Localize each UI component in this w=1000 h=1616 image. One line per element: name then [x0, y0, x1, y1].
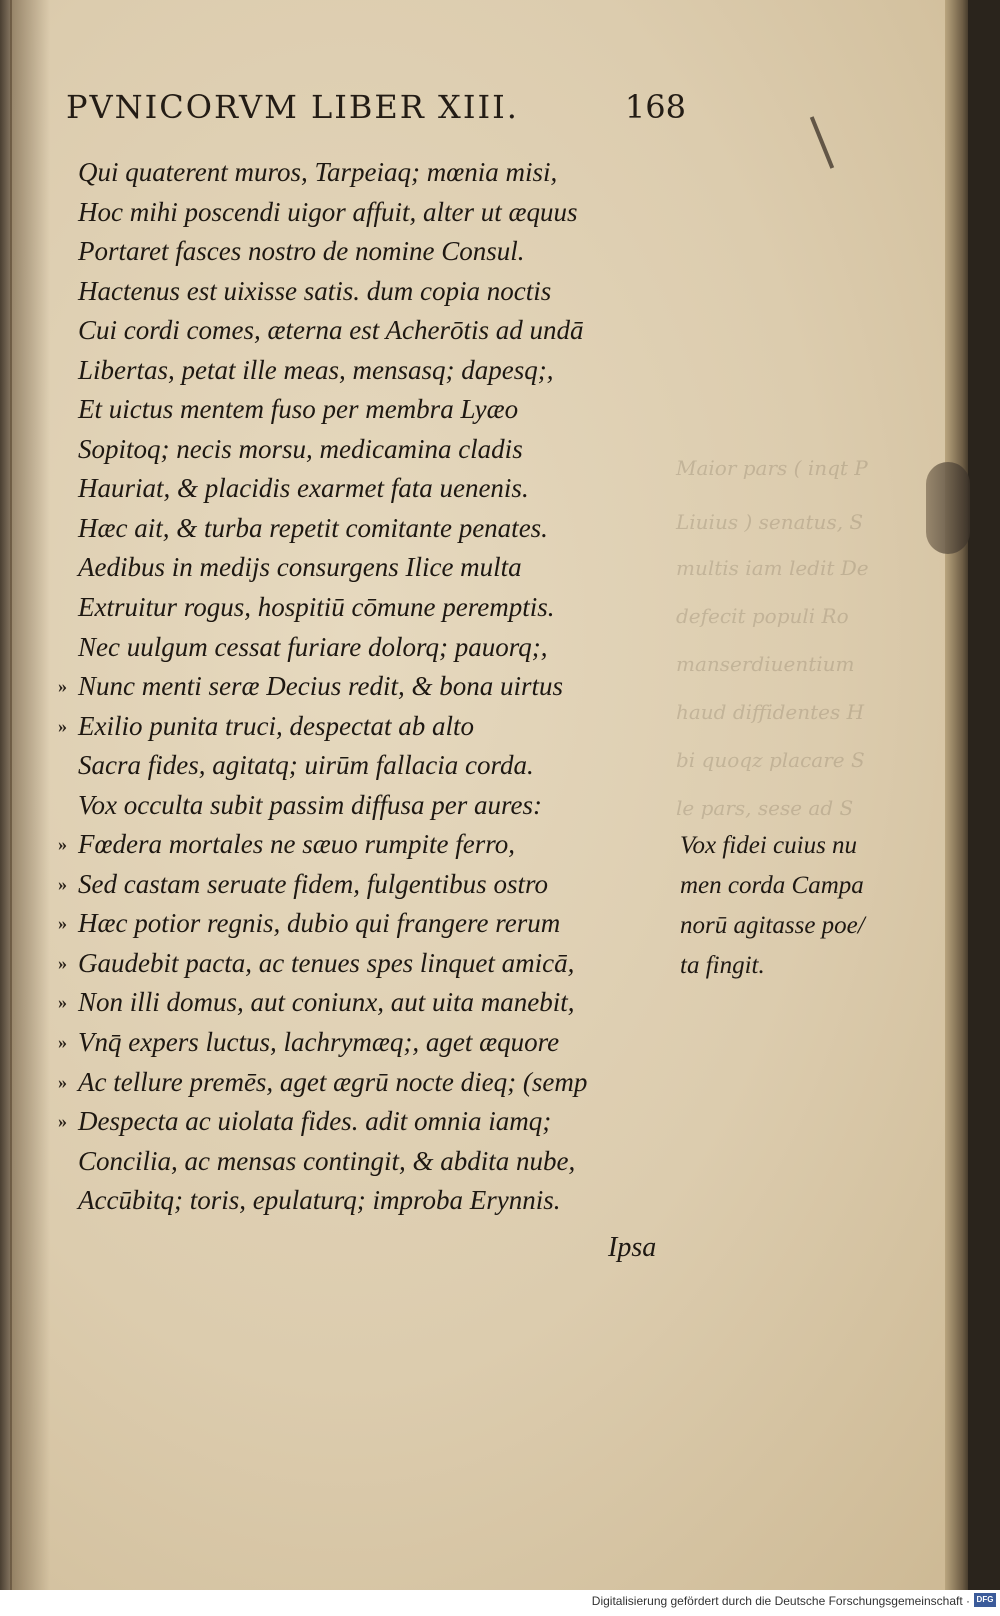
- verse-text: Aedibus in medijs consurgens Ilice multa: [78, 552, 522, 583]
- verse-line: [58, 311, 698, 351]
- sententia-marker-icon: »: [58, 873, 67, 894]
- marginal-note: [680, 826, 920, 986]
- sententia-marker-icon: »: [58, 913, 67, 934]
- sententia-marker-icon: »: [58, 834, 67, 855]
- verse-text: Vnq̄ expers luctus, lachrymæq;, aget æquore: [78, 1027, 560, 1058]
- verse-line: [58, 548, 698, 588]
- book-clasp: [926, 462, 970, 554]
- verse-line: [58, 1181, 698, 1221]
- sententia-marker-icon: »: [58, 1071, 67, 1092]
- verse-text: Sacra fides, agitatq; uirūm fallacia corda.: [78, 750, 534, 781]
- dfg-logo: DFG: [974, 1593, 996, 1607]
- sententia-marker-icon: »: [58, 1111, 67, 1132]
- verse-column: [58, 153, 698, 1221]
- verse-text: Fœdera mortales ne sæuo rumpite ferro,: [78, 829, 515, 860]
- bleed-through-text: manserdiuentium: [676, 652, 855, 676]
- verse-text: Extruitur rogus, hospitiū cōmune peremptis.: [78, 592, 555, 623]
- bleed-through-text: le pars, sese ad S: [676, 796, 854, 820]
- verse-line: [58, 588, 698, 628]
- verse-text: Nec uulgum cessat furiare dolorq; pauorq;,: [78, 631, 548, 662]
- verse-text: Vox occulta subit passim diffusa per aures:: [78, 789, 542, 820]
- verse-line: [58, 865, 698, 905]
- verse-text: Sed castam seruate fidem, fulgentibus ostro: [78, 868, 548, 899]
- verse-line: [58, 1102, 698, 1142]
- book-cover-edge: [968, 0, 1000, 1590]
- verse-text: Portaret fasces nostro de nomine Consul.: [78, 236, 525, 267]
- verse-line: [58, 904, 698, 944]
- verse-line: [58, 469, 698, 509]
- right-binding-edge: [945, 0, 970, 1590]
- verse-line: [58, 707, 698, 747]
- verse-line: [58, 390, 698, 430]
- verse-line: [58, 746, 698, 786]
- verse-text: Cui cordi comes, æterna est Acherōtis ad undā: [78, 315, 584, 346]
- gutter-shadow: [10, 0, 50, 1590]
- bleed-through-text: haud diffidentes H: [676, 700, 865, 724]
- sententia-marker-icon: »: [58, 992, 67, 1013]
- verse-line: [58, 193, 698, 233]
- verse-text: Exilio punita truci, despectat ab alto: [78, 710, 474, 741]
- verse-text: Hæc ait, & turba repetit comitante penates.: [78, 512, 548, 543]
- sententia-marker-icon: »: [58, 952, 67, 973]
- verse-line: [58, 1063, 698, 1103]
- bleed-through-text: multis iam ledit De: [676, 556, 869, 580]
- sententia-marker-icon: »: [58, 676, 67, 697]
- verse-text: Non illi domus, aut coniunx, aut uita manebit,: [78, 987, 575, 1018]
- verse-line: [58, 667, 698, 707]
- verse-line: [58, 272, 698, 312]
- verse-line: [58, 983, 698, 1023]
- marginal-note-line: men corda Campa: [680, 872, 864, 899]
- verse-text: Gaudebit pacta, ac tenues spes linquet amicā,: [78, 947, 575, 978]
- verse-line: [58, 786, 698, 826]
- funding-credit: Digitalisierung gefördert durch die Deutsche Forschungsgemeinschaft ·: [591, 1594, 970, 1608]
- verse-line: [58, 628, 698, 668]
- verse-text: Hactenus est uixisse satis. dum copia noctis: [78, 275, 552, 306]
- folio-number: 168: [624, 88, 686, 126]
- verse-text: Et uictus mentem fuso per membra Lyæo: [78, 394, 519, 425]
- sententia-marker-icon: »: [58, 715, 67, 736]
- verse-line: [58, 1023, 698, 1063]
- bleed-through-text: bi quoqz placare S: [676, 748, 865, 772]
- verse-text: Ac tellure premēs, aget ægrū nocte dieq; (semp: [78, 1066, 588, 1097]
- verse-line: [58, 944, 698, 984]
- verse-line: [58, 430, 698, 470]
- verse-text: Hoc mihi poscendi uigor affuit, alter ut æquus: [78, 196, 578, 227]
- bleed-through-text: Liuius ) senatus, S: [676, 510, 864, 534]
- verse-line: [58, 351, 698, 391]
- verse-line: [58, 153, 698, 193]
- verse-text: Sopitoq; necis morsu, medicamina cladis: [78, 433, 523, 464]
- verse-text: Accūbitq; toris, epulaturq; improba Erynnis.: [78, 1185, 561, 1216]
- verse-line: [58, 232, 698, 272]
- verse-text: Libertas, petat ille meas, mensasq; dapesq;,: [78, 354, 554, 385]
- verse-text: Nunc menti seræ Decius redit, & bona uirtus: [78, 671, 563, 702]
- verse-text: Hauriat, & placidis exarmet fata uenenis.: [78, 473, 529, 504]
- verse-line: [58, 825, 698, 865]
- catchword: Ipsa: [608, 1232, 657, 1263]
- verse-text: Despecta ac uiolata fides. adit omnia iamq;: [78, 1106, 552, 1137]
- verse-text: Qui quaterent muros, Tarpeiaq; mœnia misi,: [78, 157, 558, 187]
- bleed-through-text: defecit populi Ro: [676, 604, 849, 628]
- running-head: [66, 88, 686, 126]
- running-head-title: PVNICORVM LIBER XIII.: [66, 88, 519, 126]
- marginal-note-line: ta fingit.: [680, 952, 765, 979]
- verse-line: [58, 1142, 698, 1182]
- marginal-note-line: Vox fidei cuius nu: [680, 832, 858, 859]
- bleed-through-text: Maior pars ( inqt P: [676, 456, 868, 480]
- verse-text: Concilia, ac mensas contingit, & abdita nube,: [78, 1145, 576, 1176]
- marginal-note-line: norū agitasse poe/: [680, 912, 865, 939]
- verse-line: [58, 509, 698, 549]
- verse-text: Hæc potior regnis, dubio qui frangere rerum: [78, 908, 561, 939]
- sententia-marker-icon: »: [58, 1032, 67, 1053]
